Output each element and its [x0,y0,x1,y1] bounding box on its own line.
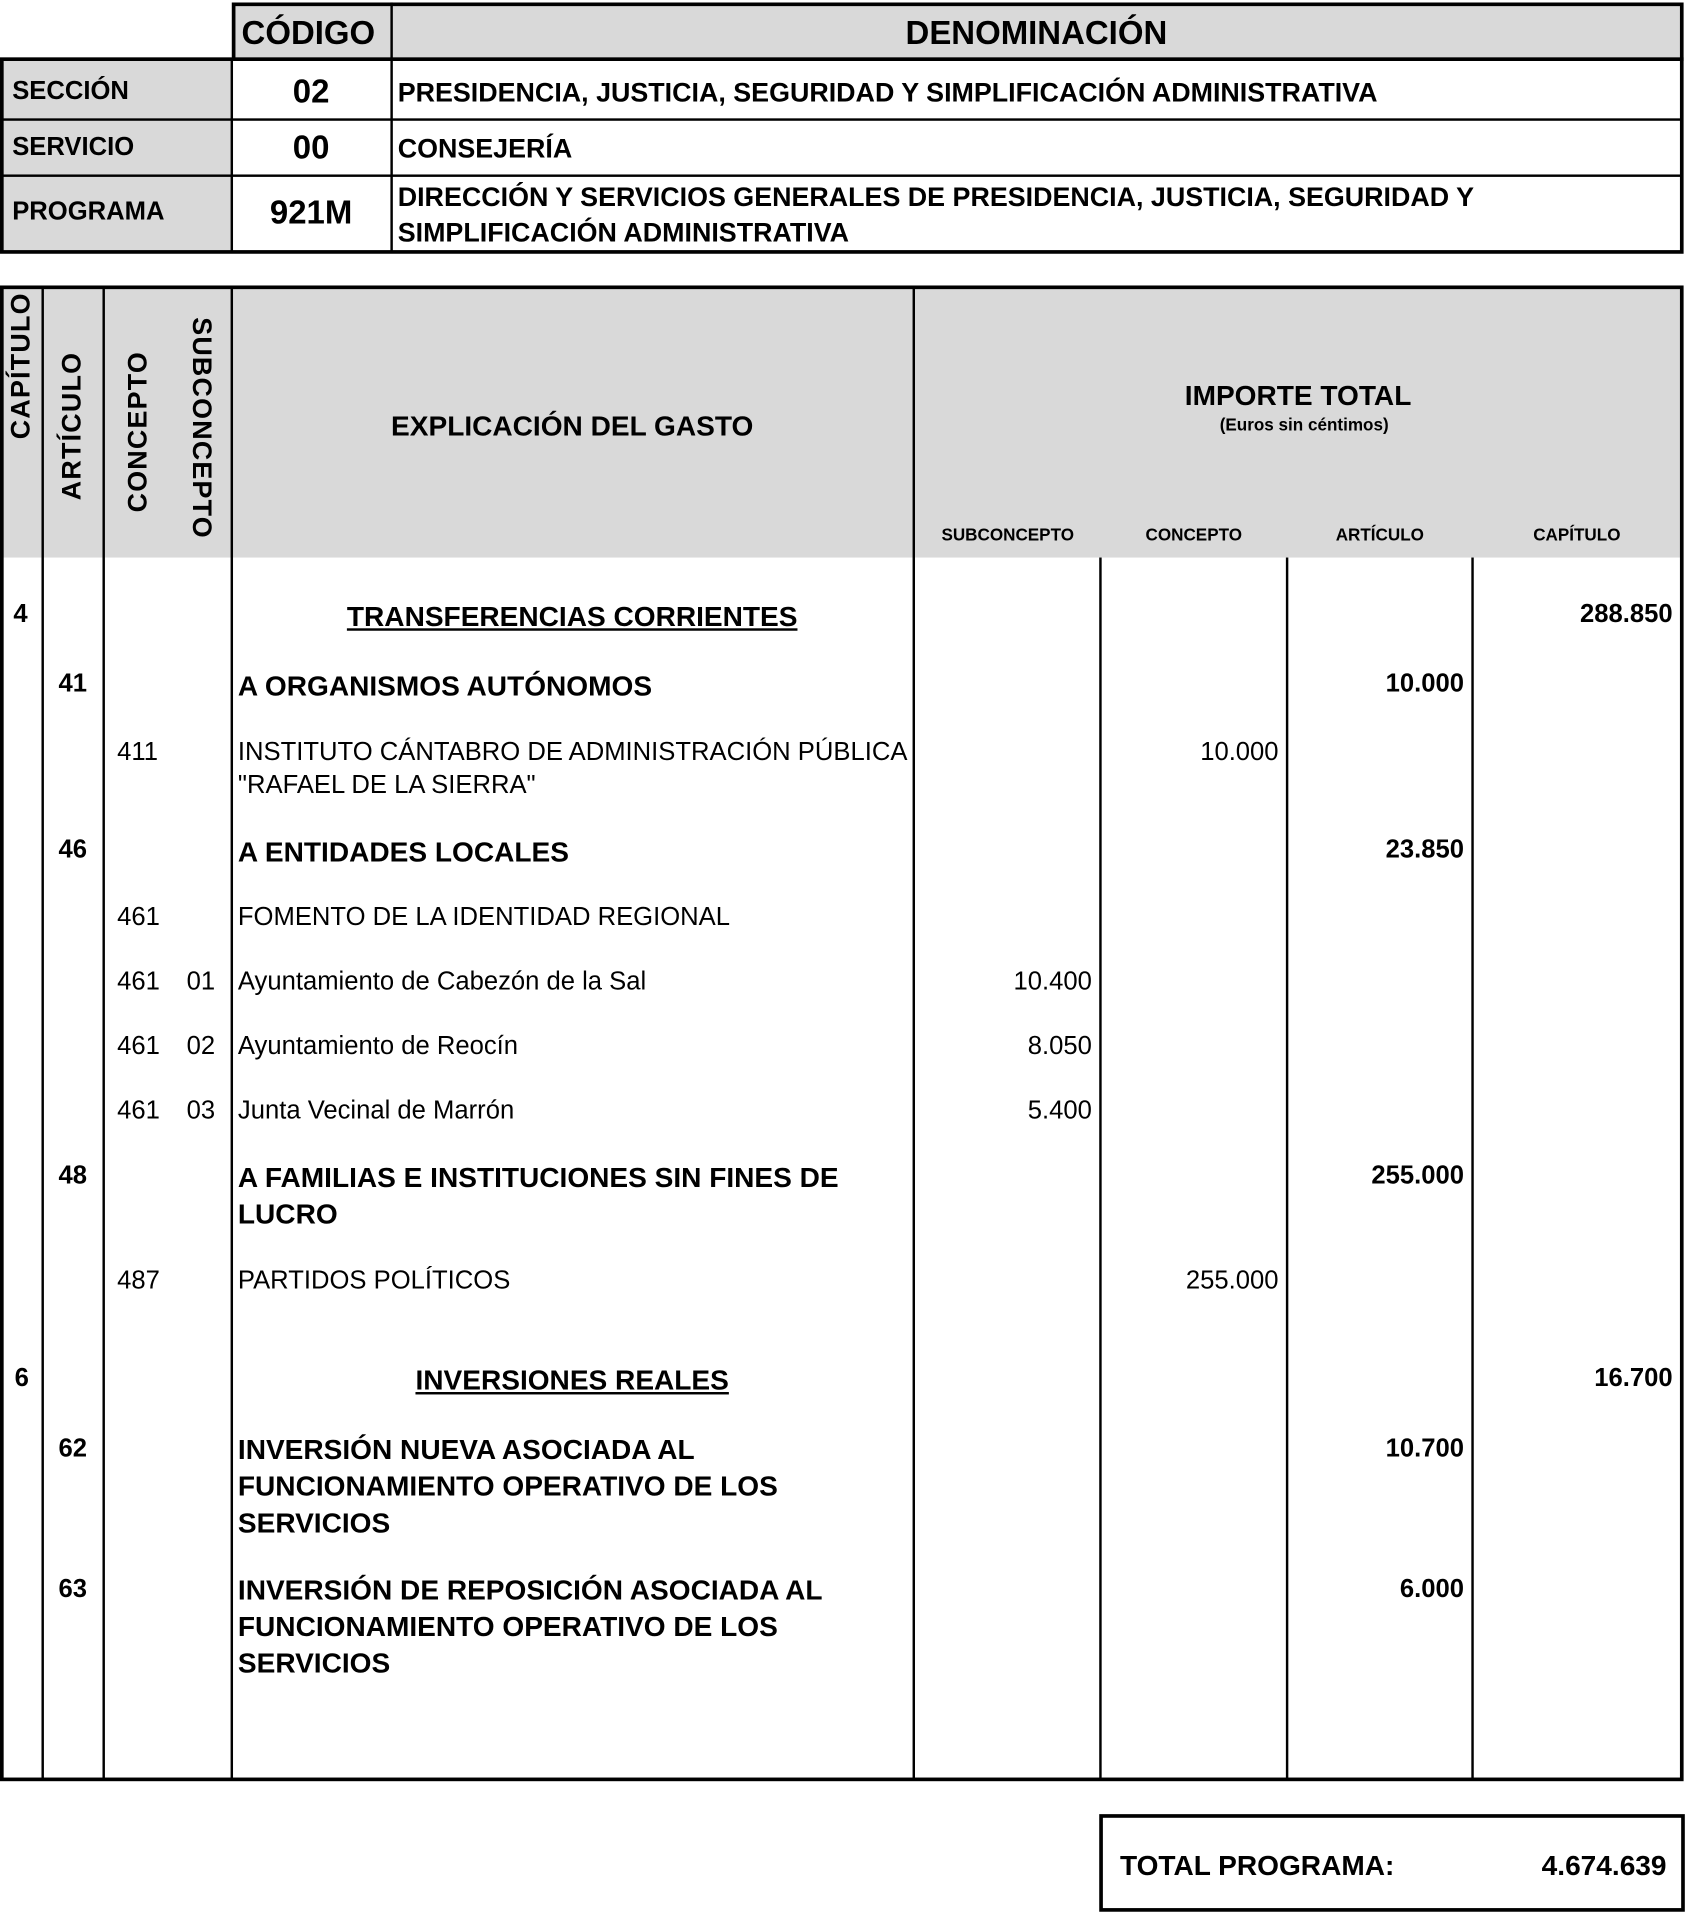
servicio-name: CONSEJERÍA [397,132,573,164]
row-text: A FAMILIAS E INSTITUCIONES SIN FINES DE LUCRO [237,1161,839,1230]
row-con: 461 [117,902,160,931]
col-subconcepto: SUBCONCEPTO [186,317,218,539]
row-sub: 03 [186,1096,216,1125]
row-text: TRANSFERENCIAS CORRIENTES [346,600,798,632]
row-art: 46 [58,835,88,864]
importe-subtitle: (Euros sin céntimos) [1219,414,1389,435]
row-text: INVERSIÓN DE REPOSICIÓN ASOCIADA AL FUNCIONAMIENTO OPERATIVO DE LOS SERVICIOS [237,1573,823,1679]
row-articulo: 10.000 [1385,669,1464,698]
row-text: FOMENTO DE LA IDENTIDAD REGIONAL [237,902,730,931]
row-sub: 02 [186,1032,216,1061]
row-subconcepto: 5.400 [1027,1096,1092,1125]
row-subconcepto: 8.050 [1027,1032,1092,1061]
col-concepto: CONCEPTO [122,351,153,513]
row-subconcepto: 10.400 [1013,967,1092,996]
row-art: 41 [58,669,88,698]
amt-col-concepto: CONCEPTO [1145,524,1243,545]
row-sub: 01 [186,967,216,996]
row-text: A ENTIDADES LOCALES [237,835,569,868]
col-capitulo: CAPÍTULO [4,292,36,440]
row-con: 461 [117,1032,160,1061]
row-art: 63 [58,1575,88,1604]
amt-col-articulo: ARTÍCULO [1335,524,1424,545]
programa-label: PROGRAMA [12,197,165,226]
row-text: Ayuntamiento de Cabezón de la Sal [237,967,647,996]
seccion-name: PRESIDENCIA, JUSTICIA, SEGURIDAD Y SIMPLIFICACIÓN ADMINISTRATIVA [397,76,1378,108]
row-capitulo: 16.700 [1594,1363,1673,1393]
row-text: INSTITUTO CÁNTABRO DE ADMINISTRACIÓN PÚBLICA "RAFAEL DE LA SIERRA" [237,738,907,800]
denominacion-header: DENOMINACIÓN [905,14,1168,52]
row-con: 461 [117,1096,160,1125]
row-concepto: 255.000 [1185,1266,1279,1295]
row-con: 461 [117,967,160,996]
servicio-label: SERVICIO [12,132,135,162]
codigo-header: CÓDIGO [241,14,376,52]
row-concepto: 10.000 [1200,738,1279,767]
row-articulo: 6.000 [1399,1575,1464,1604]
row-capitulo: 288.850 [1579,600,1673,629]
row-art: 62 [58,1434,88,1463]
total-box [1099,1814,1685,1912]
row-art: 48 [58,1161,88,1190]
row-text: Junta Vecinal de Marrón [237,1096,515,1125]
importe-title: IMPORTE TOTAL [1184,379,1412,412]
amt-col-subconcepto: SUBCONCEPTO [941,524,1075,545]
col-articulo: ARTÍCULO [56,351,87,501]
row-text: A ORGANISMOS AUTÓNOMOS [237,669,653,702]
programa-code: 921M [269,193,353,231]
col-explicacion: EXPLICACIÓN DEL GASTO [391,409,754,442]
seccion-label: SECCIÓN [12,76,129,105]
servicio-code: 00 [292,129,330,166]
row-articulo: 10.700 [1385,1434,1464,1463]
row-articulo: 23.850 [1385,835,1464,864]
row-cap: 4 [13,600,28,629]
row-articulo: 255.000 [1371,1161,1464,1190]
row-con: 411 [117,738,158,767]
seccion-code: 02 [292,73,330,110]
row-con: 487 [117,1266,160,1295]
total-label: TOTAL PROGRAMA: [1119,1849,1395,1882]
programa-name: DIRECCIÓN Y SERVICIOS GENERALES DE PRESIDENCIA, JUSTICIA, SEGURIDAD Y SIMPLIFICACIÓN ADMINISTRATIVA [397,181,1474,248]
row-text: PARTIDOS POLÍTICOS [237,1266,511,1295]
row-cap: 6 [14,1363,29,1393]
row-text: INVERSIONES REALES [415,1363,729,1396]
total-value: 4.674.639 [1541,1849,1667,1882]
row-text: INVERSIÓN NUEVA ASOCIADA AL FUNCIONAMIENTO OPERATIVO DE LOS SERVICIOS [237,1433,778,1539]
row-text: Ayuntamiento de Reocín [237,1032,519,1061]
amt-col-capitulo: CAPÍTULO [1533,524,1621,545]
